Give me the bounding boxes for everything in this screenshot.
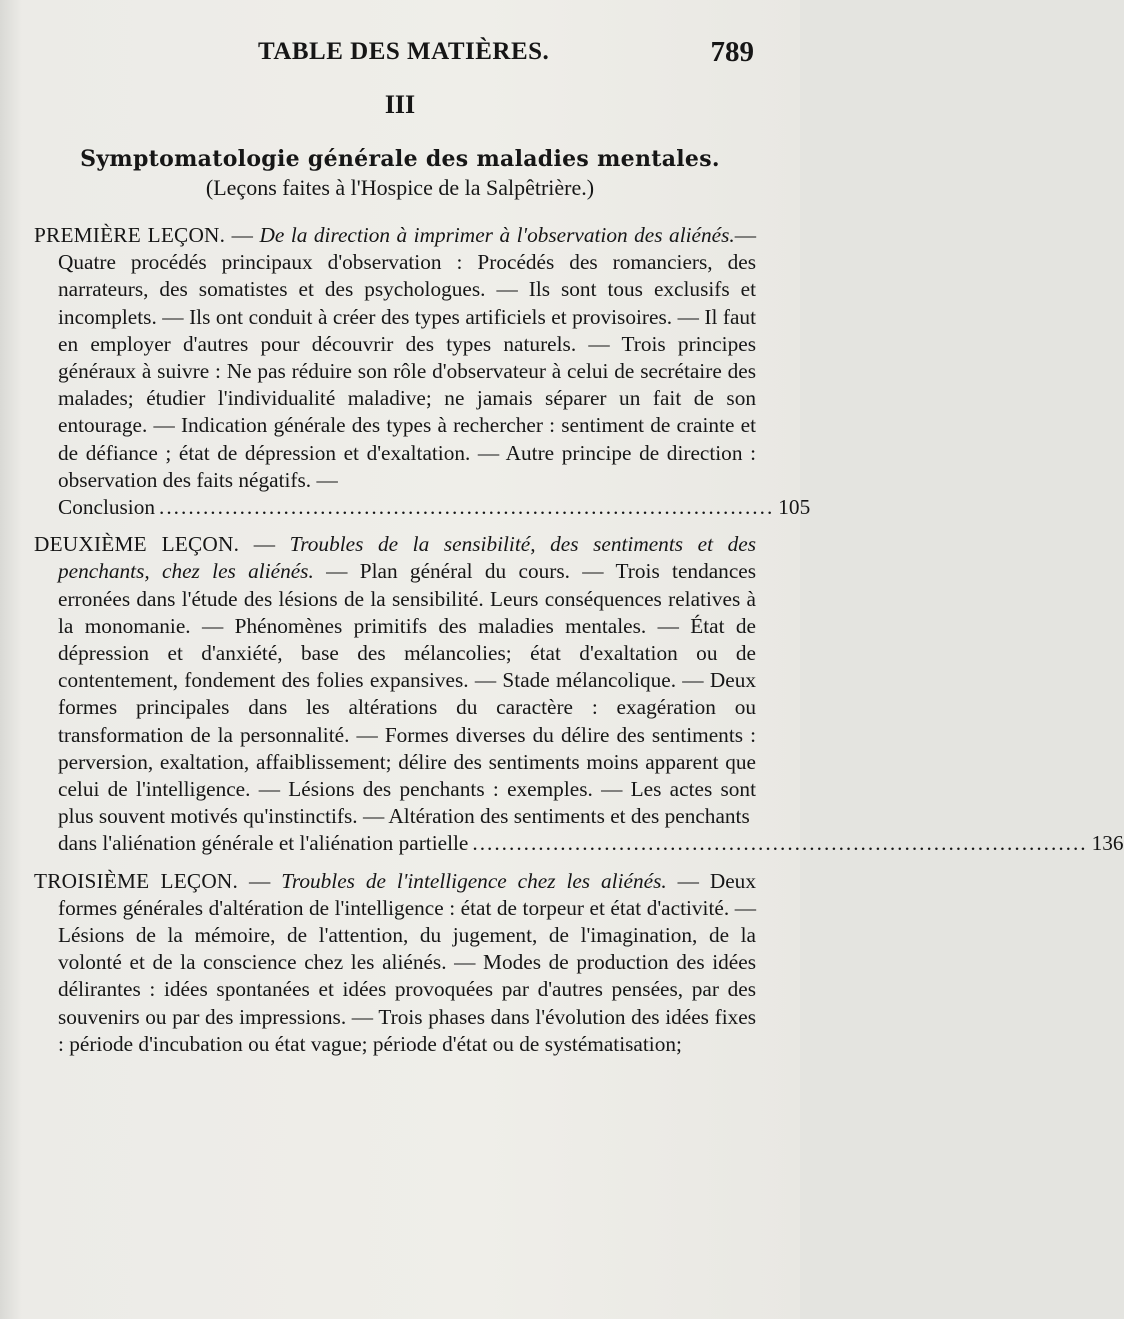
running-title: TABLE DES MATIÈRES. (258, 38, 550, 65)
lesson-subject: Troubles de l'intelligence chez les aliénés. (281, 868, 667, 893)
entry-page-number: 136 (1091, 831, 1124, 856)
lesson-title: DEUXIÈME LEÇON. (34, 532, 240, 557)
toc-body (34, 222, 1124, 1068)
part-number: III (384, 90, 416, 119)
section-title: Symptomatologie générale des maladies mentales. (80, 146, 720, 172)
entry-last-text: dans l'aliénation générale et l'aliénation partielle (58, 831, 469, 856)
entry-paragraph: DEUXIÈME LEÇON. — Troubles de la sensibilité, des sentiments et des penchants, chez les aliénés. — Plan général du cours. — Trois tendances erronées dans l'étude des lésions de la sensibilité. Leurs conséquences relatives à la monomanie. — Phénomènes primitifs des maladies mentales. — État de dépression et d'anxiété, base des mélancolies; état d'exaltation ou de contentement, fondement des folies expansives. — Stade mélancolique. — Deux formes principales dans les altérations du caractère : exagération ou transformation de la personnalité. — Formes diverses du délire des sentiments : perversion, exaltation, affaiblissement; délire des sentiments moins apparent que celui de l'intelligence. — Lésions des penchants : exemples. — Les actes sont plus souvent motivés qu'instinctifs. — Altération des sentiments et des penchants (34, 532, 757, 829)
entry-summary: — Quatre procédés principaux d'observation : Procédés des romanciers, des narrateurs, des somatistes et des psychologues. — Ils sont tous exclusifs et incomplets. — Ils ont conduit à créer des types artificiels et provisoires. — Il faut en employer d'autres pour découvrir des types naturels. — Trois principes généraux à suivre : Ne pas réduire son rôle d'observateur à celui de secrétaire des malades; étudier l'individualité maladive; ne jamais séparer un fait de son entourage. — Indication générale des types à rechercher : sentiment de crainte et de défiance ; état de dépression et d'exaltation. — Autre principe de direction : observation des faits négatifs. — (58, 223, 756, 492)
lesson-subject: Troubles de la sensibilité, des sentiments et des penchants, chez les aliénés. (58, 532, 756, 584)
entry-page-number: 105 (778, 495, 811, 520)
page-number: 789 (710, 36, 754, 68)
lesson-title: PREMIÈRE LEÇON. (34, 223, 226, 247)
entry-last-line (34, 494, 811, 521)
page-header (0, 36, 800, 76)
entry-summary: — Plan général du cours. — Trois tendances erronées dans l'étude des lésions de la sensibilité. Leurs conséquences relatives à la monomanie. — Phénomènes primitifs des maladies mentales. — État de dépression et d'anxiété, base des mélancolies; état d'exaltation ou de contentement, fondement des folies expansives. — Stade mélancolique. — Deux formes principales dans les altérations du caractère : exagération ou transformation de la personnalité. — Formes diverses du délire des sentiments : perversion, exaltation, affaiblissement; délire des sentiments moins apparent que celui de l'intelligence. — Lésions des penchants : exemples. — Les actes sont plus souvent motivés qu'instinctifs. — Altération des sentiments et des penchants (58, 559, 757, 829)
entry-summary: — Deux formes générales d'altération de l'intelligence : état de torpeur et état d'activité. — Lésions de la mémoire, de l'attention, du jugement, de l'imagination, de la volonté et de la conscience chez les aliénés. — Modes de production des idées délirantes : idées spontanées et idées provoquées par d'autres pensées, par des souvenirs ou par des impressions. — Trois phases dans l'évolution des idées fixes : période d'incubation ou état vague; période d'état ou de systématisation; (58, 868, 756, 1056)
toc-entry (34, 222, 811, 521)
entry-last-line (34, 830, 1124, 857)
entry-last-text: Conclusion (58, 495, 156, 520)
section-subtitle: (Leçons faites à l'Hospice de la Salpêtrière.) (205, 175, 595, 200)
entry-paragraph: TROISIÈME LEÇON. — Troubles de l'intelligence chez les aliénés. — Deux formes générales d'altération de l'intelligence : état de torpeur et état d'activité. — Lésions de la mémoire, de l'attention, du jugement, de l'imagination, de la volonté et de la conscience chez les aliénés. — Modes de production des idées délirantes : idées spontanées et idées provoquées par d'autres pensées, par des souvenirs ou par des impressions. — Trois phases dans l'évolution des idées fixes : période d'incubation ou état vague; période d'état ou de systématisation; (34, 868, 756, 1056)
entry-paragraph: PREMIÈRE LEÇON. — De la direction à imprimer à l'observation des aliénés.— Quatre procédés principaux d'observation : Procédés des romanciers, des narrateurs, des somatistes et des psychologues. — Ils sont tous exclusifs et incomplets. — Ils ont conduit à créer des types artificiels et provisoires. — Il faut en employer d'autres pour découvrir des types naturels. — Trois principes généraux à suivre : Ne pas réduire son rôle d'observateur à celui de secrétaire des malades; étudier l'individualité maladive; ne jamais séparer un fait de son entourage. — Indication générale des types à rechercher : sentiment de crainte et de défiance ; état de dépression et d'exaltation. — Autre principe de direction : observation des faits négatifs. — (34, 223, 756, 492)
dot-leader: .................................................................................... (159, 495, 775, 520)
dot-leader: .................................................................................... (472, 831, 1088, 856)
lesson-subject: De la direction à imprimer à l'observation des aliénés. (259, 223, 735, 247)
toc-entry (34, 531, 1124, 857)
lesson-title: TROISIÈME LEÇON. (34, 868, 239, 893)
toc-entry (34, 868, 756, 1058)
